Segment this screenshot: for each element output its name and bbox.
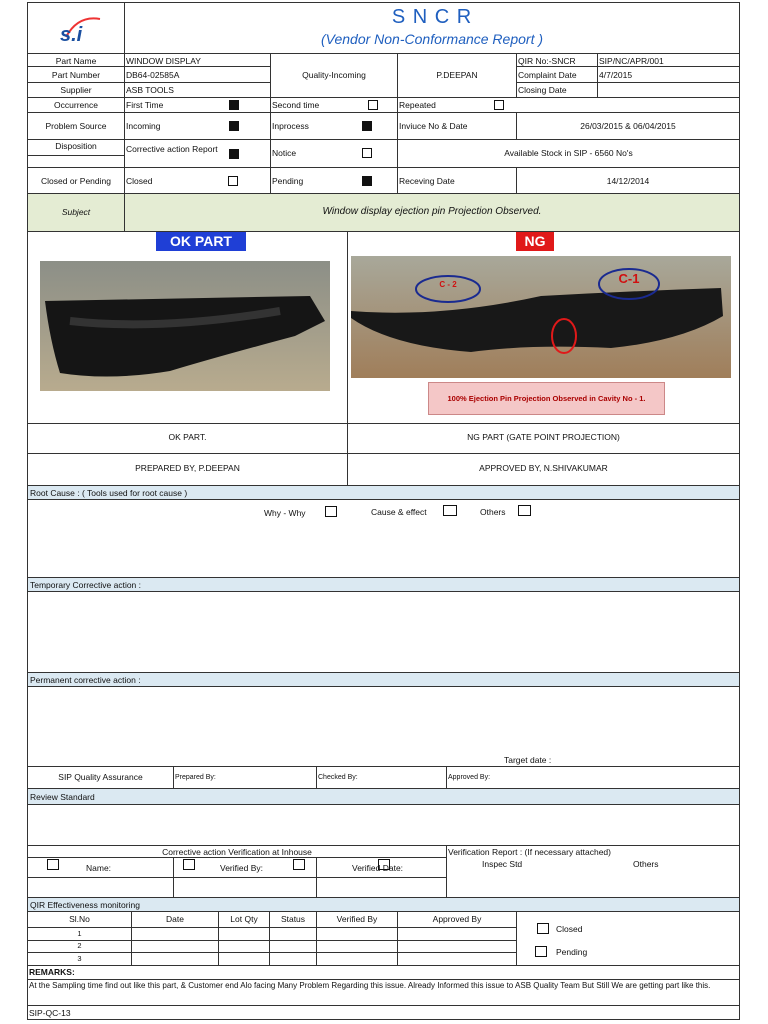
why-why-label: Why - Why	[264, 508, 306, 518]
remarks-text: At the Sampling time find out like this part, & Customer end Alo facing Many Problem Regarding this issue. Already Informed this issue to ASB Quality Team But Still We are getting part like this.	[29, 981, 711, 990]
cavity-c1-label: C-1	[618, 271, 640, 286]
col-status: Status	[280, 914, 306, 924]
second-time-label: Second time	[272, 100, 320, 110]
verified-by-checkbox[interactable]	[183, 859, 195, 870]
effectiveness-row-3: 3	[77, 954, 82, 963]
disposition-label: Disposition	[55, 141, 97, 151]
name-checkbox[interactable]	[47, 859, 59, 870]
notice-checkbox[interactable]	[362, 148, 372, 158]
qir-no-label: QIR No:-SNCR	[518, 56, 576, 66]
pending-label: Pending	[272, 176, 304, 186]
sign-prepared-by: Prepared By:	[175, 774, 216, 781]
verified-date-label: Verified Date:	[352, 863, 404, 873]
effectiveness-label: QIR Effectiveness monitoring	[30, 900, 140, 910]
problem-source-label: Problem Source	[45, 121, 107, 131]
verification-name-label: Name:	[86, 863, 112, 873]
ng-observation-note: 100% Ejection Pin Projection Observed in Cavity No - 1.	[428, 382, 665, 415]
first-time-label: First Time	[126, 100, 164, 110]
prepared-by: PREPARED BY, P.DEEPAN	[135, 463, 240, 473]
inprocess-label: Inprocess	[272, 121, 309, 131]
supplier-value: ASB TOOLS	[126, 85, 174, 95]
subject-text: Window display ejection pin Projection Observed.	[322, 206, 542, 217]
report-title: S N C R	[391, 6, 473, 28]
verified-by-second-checkbox[interactable]	[293, 859, 305, 870]
effectiveness-row-2: 2	[77, 941, 82, 950]
col-lot-qty: Lot Qty	[230, 914, 258, 924]
corrective-action-report-checkbox[interactable]	[229, 149, 239, 159]
supplier-label: Supplier	[60, 85, 92, 95]
why-why-checkbox[interactable]	[325, 506, 337, 517]
closed-label: Closed	[126, 176, 153, 186]
effectiveness-row-1: 1	[77, 929, 82, 938]
review-band	[28, 789, 739, 804]
si-logo-icon	[28, 3, 124, 52]
root-cause-label: Root Cause : ( Tools used for root cause )	[30, 488, 188, 498]
others-checkbox[interactable]	[518, 505, 531, 516]
verification-others-label: Others	[633, 859, 659, 869]
inspec-std-label: Inspec Std	[482, 859, 523, 869]
verification-report: Verification Report : (If necessary attached)	[448, 847, 611, 857]
part-name-value: WINDOW DISPLAY	[126, 56, 201, 66]
permanent-label: Permanent corrective action :	[30, 675, 141, 685]
remarks-label: REMARKS:	[29, 967, 75, 977]
report-subtitle: (Vendor Non-Conformance Report )	[320, 31, 544, 47]
ng-label: NG	[516, 232, 554, 251]
incoming-checkbox[interactable]	[229, 121, 239, 131]
cause-effect-label: Cause & effect	[371, 507, 427, 517]
complaint-date-label: Complaint Date	[518, 70, 577, 80]
pending-checkbox[interactable]	[362, 176, 372, 186]
complaint-date-value: 4/7/2015	[599, 70, 633, 80]
occurrence-label: Occurrence	[54, 100, 98, 110]
ok-caption: OK PART.	[168, 432, 207, 442]
sip-quality-assurance: SIP Quality Assurance	[58, 772, 143, 782]
inspector-name: P.DEEPAN	[436, 70, 478, 80]
second-time-checkbox[interactable]	[368, 100, 378, 110]
review-label: Review Standard	[30, 792, 95, 802]
approved-by: APPROVED BY, N.SHIVAKUMAR	[479, 463, 608, 473]
col-date: Date	[166, 914, 184, 924]
subject-label: Subject	[61, 207, 91, 217]
part-number-value: DB64-02585A	[126, 70, 180, 80]
notice-label: Notice	[272, 148, 297, 158]
ok-part-photo	[40, 261, 330, 391]
form-code: SIP-QC-13	[29, 1008, 71, 1018]
part-number-label: Part Number	[51, 70, 101, 80]
ok-part-label: OK PART	[156, 232, 246, 251]
effectiveness-closed-label: Closed	[556, 924, 583, 934]
closed-pending-label: Closed or Pending	[41, 176, 111, 186]
ng-part-photo	[351, 256, 731, 378]
inprocess-checkbox[interactable]	[362, 121, 372, 131]
part-name-label: Part Name	[55, 56, 97, 66]
closing-date-label: Closing Date	[518, 85, 567, 95]
incoming-label: Incoming	[126, 121, 161, 131]
effectiveness-pending-checkbox[interactable]	[535, 946, 547, 957]
others-label: Others	[480, 507, 506, 517]
temporary-label: Temporary Corrective action :	[30, 580, 142, 590]
receiving-date-value: 14/12/2014	[606, 176, 650, 186]
sign-approved-by: Approved By:	[448, 774, 491, 781]
sign-checked-by: Checked By:	[318, 774, 358, 781]
effectiveness-pending-label: Pending	[556, 947, 588, 957]
invoice-value: 26/03/2015 & 06/04/2015	[580, 121, 676, 131]
invoice-label: Inviuce No & Date	[399, 121, 468, 131]
closed-checkbox[interactable]	[228, 176, 238, 186]
qir-no-value: SIP/NC/APR/001	[599, 56, 664, 66]
logo	[28, 3, 124, 52]
quality-incoming: Quality-Incoming	[302, 70, 366, 80]
col-approved-by: Approved By	[432, 914, 482, 924]
verification-inhouse: Corrective action Verification at Inhouse	[162, 847, 312, 857]
effectiveness-closed-checkbox[interactable]	[537, 923, 549, 934]
ng-caption: NG PART (GATE POINT PROJECTION)	[467, 432, 620, 442]
cause-effect-checkbox[interactable]	[443, 505, 457, 516]
repeated-checkbox[interactable]	[494, 100, 504, 110]
receiving-date-label: Receving Date	[399, 176, 455, 186]
target-date-label: Target date :	[504, 755, 552, 765]
available-stock: Available Stock in SIP - 6560 No's	[504, 148, 633, 158]
verified-by-label: Verified By:	[220, 863, 263, 873]
first-time-checkbox[interactable]	[229, 100, 239, 110]
cavity-c2-label: C - 2	[439, 280, 457, 289]
svg-text:s.i: s.i	[60, 24, 83, 46]
repeated-label: Repeated	[399, 100, 436, 110]
col-slno: Sl.No	[69, 914, 90, 924]
col-verified-by: Verified By	[336, 914, 378, 924]
corrective-action-report-label: Corrective action Report	[126, 144, 218, 154]
